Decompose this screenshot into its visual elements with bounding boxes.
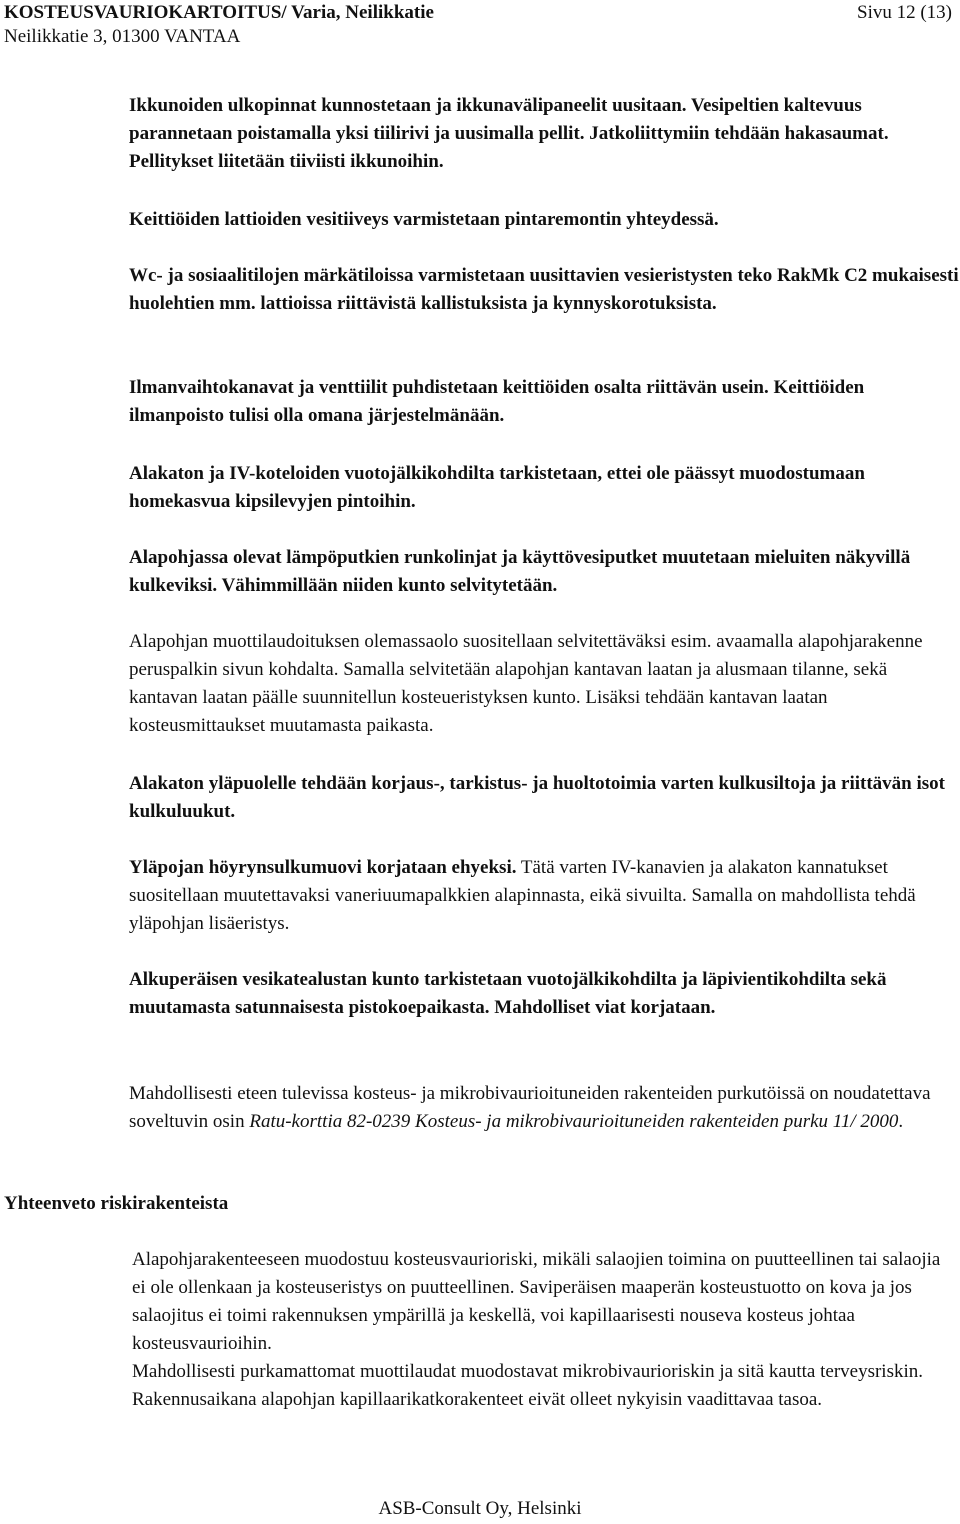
summary-text-2: Mahdollisesti purkamattomat muottilaudat muodostavat mikrobivaurioriskin ja sitä kautta terveysriskin. Rakennusaikana alapohjan kapillaarikatkorakenteet eivät olleet nykyisin vaadittavaa tasoa. <box>132 1361 923 1410</box>
paragraph-end: . <box>898 1111 904 1132</box>
paragraph-ventilation <box>129 374 959 430</box>
paragraph-text: Alakaton yläpuolelle tehdään korjaus-, tarkistus- ja huoltotoimia varten kulkusiltoja ja riittävän isot kulkuluukut. <box>129 773 945 822</box>
paragraph-text: Wc- ja sosiaalitilojen märkätiloissa varmistetaan uusittavien vesieristysten teko RakMk C2 mukaisesti huolehtien mm. lattioissa riittävistä kallistuksista ja kynnyskorotuksista. <box>129 265 959 314</box>
paragraph-walkways <box>129 770 959 826</box>
paragraph-rest: Tätä varten IV-kanavien ja alakaton kannatukset suositellaan muutettavaksi vaneriuumapalkkien alapinnasta, eikä sivuilta. Samalla on mahdollista tehdä yläpohjan lisäeristys. <box>129 857 916 934</box>
paragraph-vapour-barrier <box>129 854 959 938</box>
page-footer: ASB-Consult Oy, Helsinki <box>378 1498 582 1519</box>
section-heading: Yhteenveto riskirakenteista <box>4 1193 229 1214</box>
document-address: Neilikkatie 3, 01300 VANTAA <box>4 26 241 47</box>
page-number: Sivu 12 (13) <box>857 2 952 23</box>
paragraph-ceiling-check <box>129 460 959 516</box>
paragraph-lead: Mahdollisesti eteen tulevissa kosteus- ja mikrobivaurioituneiden rakenteiden purkutöissä on noudatettava soveltuvin osin <box>129 1083 931 1132</box>
paragraph-text: Ilmanvaihtokanavat ja venttiilit puhdistetaan keittiöiden osalta riittävän usein. Keittiöiden ilmanpoisto tulisi olla omana järjestelmänään. <box>129 377 865 426</box>
paragraph-text <box>129 1080 959 1136</box>
paragraph-windows <box>129 92 959 176</box>
paragraph-text: Alapohjassa olevat lämpöputkien runkolinjat ja käyttövesiputket muutetaan mieluiten näkyvillä kulkeviksi. Vähimmillään niiden kunto selvitytetään. <box>129 547 911 596</box>
paragraph-text: Alapohjan muottilaudoituksen olemassaolo suositellaan selvitettäväksi esim. avaamalla alapohjarakenne peruspalkin sivun kohdalta. Samalla selvitetään alapohjan kantavan laatan ja alusmaan tilanne, sekä kantavan laatan päälle suunnitellun kosteueristyksen kunto. Lisäksi tehdään kantavan laatan kosteusmittaukset muutamasta paikasta. <box>129 631 923 736</box>
document-title: KOSTEUSVAURIOKARTOITUS/ Varia, Neilikkatie <box>4 2 434 23</box>
summary-text-1: Alapohjarakenteeseen muodostuu kosteusvaurioriski, mikäli salaojien toimina on puutteellinen tai salaojia ei ole ollenkaan ja kosteuseristys on puutteellinen. Saviperäisen maaperän kosteustuotto on kova ja jos salaojitus ei toimi rakennuksen ympärillä ja keskellä, voi kapillaarisesti nouseva kosteus johtaa kosteusvaurioihin. <box>132 1249 941 1354</box>
paragraph-roof-base <box>129 966 959 1022</box>
paragraph-bold-lead: Yläpojan höyrynsulkumuovi korjataan ehyeksi. <box>129 857 517 878</box>
paragraph-text: Alakaton ja IV-koteloiden vuotojälkikohdilta tarkistetaan, ettei ole päässyt muodostumaan homekasvua kipsilevyjen pintoihin. <box>129 463 865 512</box>
paragraph-text: Alkuperäisen vesikatealustan kunto tarkistetaan vuotojälkikohdilta ja läpivientikohdilta sekä muutamasta satunnaisesta pistokoepaikasta. Mahdolliset viat korjataan. <box>129 969 887 1018</box>
paragraph-pipes <box>129 544 959 600</box>
reference-title: Ratu-korttia 82-0239 Kosteus- ja mikrobivaurioituneiden rakenteiden purku 11/ 2000 <box>249 1111 899 1132</box>
paragraph-text: Ikkunoiden ulkopinnat kunnostetaan ja ikkunavälipaneelit uusitaan. Vesipeltien kaltevuus parannetaan poistamalla yksi tiilirivi ja uusimalla pellit. Jatkoliittymiin tehdään hakasaumat. Pellitykset liitetään tiiviisti ikkunoihin. <box>129 95 889 172</box>
paragraph-text <box>129 854 959 938</box>
paragraph-text: Keittiöiden lattioiden vesitiiveys varmistetaan pintaremontin yhteydessä. <box>129 209 719 230</box>
summary-paragraph <box>132 1246 952 1414</box>
paragraph-kitchen-floors <box>129 206 959 234</box>
paragraph-demolition <box>129 1080 959 1136</box>
paragraph-wet-rooms <box>129 262 959 318</box>
paragraph-formwork <box>129 628 959 740</box>
